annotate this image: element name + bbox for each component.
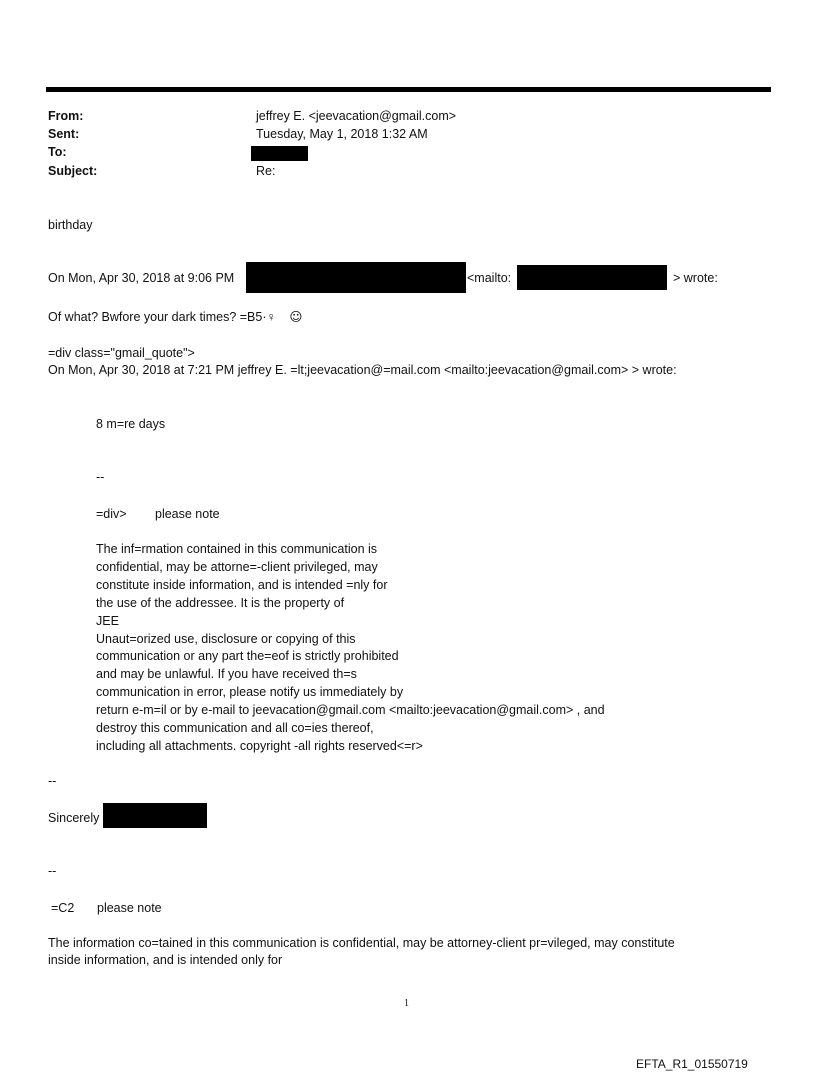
- disclaimer-line: and may be unlawful. If you have received th=s: [96, 667, 357, 682]
- quote1-wrote: > wrote:: [673, 271, 718, 285]
- header-rule: [46, 87, 771, 92]
- disclaimer-line: JEE: [96, 613, 119, 628]
- quote1-header-prefix: On Mon, Apr 30, 2018 at 9:06 PM: [48, 271, 235, 285]
- quote2-text: 8 m=re days: [96, 417, 166, 431]
- subject-label: Subject:: [48, 164, 98, 178]
- disclaimer-line: Unaut=orized use, disclosure or copying of this: [96, 631, 356, 646]
- note1-prefix: =div>: [96, 507, 127, 521]
- page-number: 1: [404, 998, 409, 1009]
- sincerely-text: Sincerely: [48, 811, 100, 825]
- disclaimer-line: the use of the addressee. It is the property of: [96, 595, 345, 610]
- disclaimer-line: return e-m=il or by e-mail to jeevacation@gmail.com <mailto:jeevacation@gmail.com> , and: [96, 703, 605, 718]
- sender-email-redaction: [517, 265, 667, 290]
- sent-value: Tuesday, May 1, 2018 1:32 AM: [256, 127, 428, 141]
- subject-value: Re:: [256, 164, 276, 178]
- disclaimer-line: destroy this communication and all co=ies thereof,: [96, 721, 374, 736]
- footer-disclaimer: [48, 935, 768, 969]
- disclaimer-line: including all attachments. copyright -all rights reserved<=r>: [96, 738, 423, 753]
- quote1-text: [48, 309, 302, 325]
- smiley-icon: ☺: [289, 309, 303, 324]
- disclaimer-line: constitute inside information, and is intended =nly for: [96, 577, 388, 592]
- footer-line: inside information, and is intended only for: [48, 953, 283, 967]
- disclaimer-block: [96, 541, 605, 756]
- disclaimer-line: communication in error, please notify us immediately by: [96, 685, 404, 700]
- separator-3: --: [48, 864, 57, 878]
- to-label: To:: [48, 145, 67, 159]
- footer-line: The information co=tained in this communication is confidential, may be attorney-client pr=vileged, may constitute: [48, 936, 675, 950]
- note2-prefix: =C2: [51, 901, 75, 915]
- quote1-message: Of what? Bwfore your dark times? =B5·♀: [48, 310, 276, 324]
- signature-separator: --: [96, 470, 105, 484]
- disclaimer-line: confidential, may be attorne=-client privileged, may: [96, 559, 378, 574]
- disclaimer-line: The inf=rmation contained in this communication is: [96, 542, 378, 556]
- document-id: EFTA_R1_01550719: [636, 1057, 748, 1071]
- quote2-header: On Mon, Apr 30, 2018 at 7:21 PM jeffrey E. =lt;jeevacation@=mail.com <mailto:jeevacation@gmail.com> > wrote:: [48, 363, 677, 377]
- sender-name-redaction: [246, 262, 466, 293]
- sent-label: Sent:: [48, 127, 80, 141]
- from-value: jeffrey E. <jeevacation@gmail.com>: [256, 109, 457, 123]
- disclaimer-line: communication or any part the=eof is strictly prohibited: [96, 649, 399, 664]
- reply-text: birthday: [48, 218, 93, 232]
- gmail-quote-div: =div class="gmail_quote">: [48, 346, 195, 360]
- signature-name-redaction: [103, 803, 207, 828]
- from-label: From:: [48, 109, 84, 123]
- note2-text: please note: [97, 901, 162, 915]
- note1-text: please note: [155, 507, 220, 521]
- to-redaction: [251, 146, 308, 161]
- separator-2: --: [48, 774, 57, 788]
- quote1-mailto: <mailto:: [467, 271, 512, 285]
